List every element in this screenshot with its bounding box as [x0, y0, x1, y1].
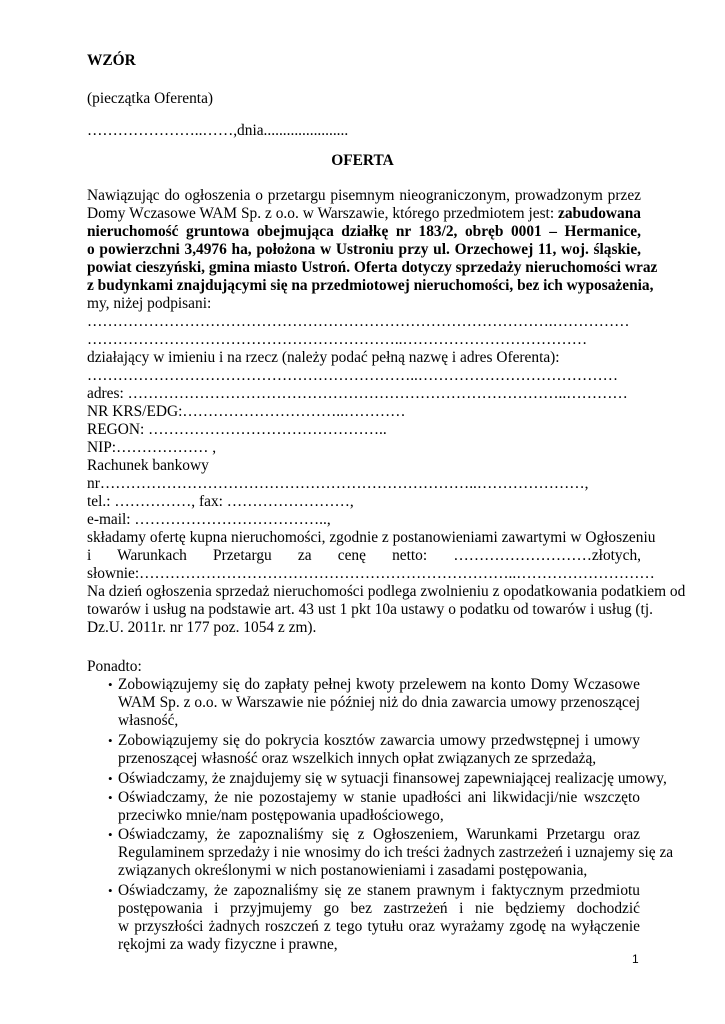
document-label: WZÓR — [87, 52, 136, 69]
bullet-4-line-1: Oświadczamy, że nie pozostajemy w stanie upadłości ani likwidacji/nie wszczęto — [118, 789, 640, 806]
bank-account-label: Rachunek bankowy — [87, 457, 209, 474]
bullet-icon: • — [108, 677, 113, 692]
bullet-2-line-1: Zobowiązujemy się do pokrycia kosztów zawarcia umowy przedwstępnej i umowy — [118, 732, 640, 749]
bullet-1-line-3: własność, — [118, 712, 179, 729]
intro-line-4: o powierzchni 3,4976 ha, położona w Ustroniu przy ul. Orzechowej 11, woj. śląskie, — [87, 241, 641, 258]
bullet-1-line-1: Zobowiązujemy się do zapłaty pełnej kwoty przelewem na konto Domy Wczasowe — [118, 676, 640, 693]
intro-line-7: my, niżej podpisani: — [87, 295, 212, 312]
bullet-5-line-2: Regulaminem sprzedaży i nie wnosimy do ich treści żadnych zastrzeżeń i uznajemy się za — [118, 844, 674, 861]
price-in-words-field: słownie:………………………………………………………………..……………………… — [87, 565, 655, 582]
vat-line-2: towarów i usług na podstawie art. 43 ust 1 pkt 10a ustawy o podatku od towarów i usług (tj. — [87, 601, 653, 618]
fill-line-name-1: ……………………………………………………………………………….…………… — [87, 313, 630, 330]
nip-field: NIP:……………… , — [87, 439, 217, 456]
krs-field: NR KRS/EDG:…………………………..………… — [87, 403, 406, 420]
intro-line-2: Domy Wczasowe WAM Sp. z o.o. w Warszawie, którego przedmiotem jest: zabudowana — [87, 205, 641, 222]
page-number: 1 — [632, 952, 639, 966]
bullet-icon: • — [108, 771, 113, 786]
bullet-5-line-3: związanych określonymi w nich postanowieniami i zasadami postępowania, — [118, 862, 588, 879]
bullet-2-line-2: przenoszącej własność oraz wszelkich innych opłat związanych ze sprzedażą, — [118, 750, 597, 767]
bullet-1-line-2: WAM Sp. z o.o. w Warszawie nie później niż do dnia zawarcia umowy przenoszącej — [118, 694, 640, 711]
bullet-5-line-1: Oświadczamy, że zapoznaliśmy się z Ogłoszeniem, Warunkami Przetargu oraz — [118, 826, 640, 843]
document-title: OFERTA — [331, 152, 394, 169]
bullet-6-line-2: postępowania i przyjmujemy go bez zastrzeżeń i nie będziemy dochodzić — [118, 900, 640, 917]
fill-line-name-3: ………………………………………………………..………………………………… — [87, 367, 618, 384]
bullet-4-line-2: przeciwko mnie/nam postępowania upadłościowego, — [118, 807, 444, 824]
bank-account-field: nr………………………………………………………………..…………………, — [87, 475, 589, 492]
bullet-6-line-4: rękojmi za wady fizyczne i prawne, — [118, 936, 338, 953]
intro-line-6: z budynkami znajdującymi się na przedmiotowej nieruchomości, bez ich wyposażenia, — [87, 277, 654, 294]
bullet-3-line-1: Oświadczamy, że znajdujemy się w sytuacji finansowej zapewniającej realizację umowy, — [118, 770, 667, 787]
fill-line-name-2: ……………………………………………………..……………………………… — [87, 331, 588, 348]
acting-on-behalf: działający w imieniu i na rzecz (należy podać pełną nazwę i adres Oferenta): — [87, 349, 560, 366]
intro-line-1: Nawiązując do ogłoszenia o przetargu pisemnym nieograniczonym, prowadzonym przez — [87, 187, 641, 204]
phone-fax-field: tel.: ……………, fax: ……………………, — [87, 493, 354, 510]
vat-line-1: Na dzień ogłoszenia sprzedaż nieruchomości podlega zwolnieniu z opodatkowania podatkiem od — [87, 583, 686, 600]
email-field: e-mail: ……………………………….., — [87, 511, 331, 528]
ponadto-heading: Ponadto: — [87, 658, 142, 675]
address-field: adres: …………………………………………………………………………..………… — [87, 385, 628, 402]
intro-line-5: powiat cieszyński, gmina miasto Ustroń. Oferta dotyczy sprzedaży nieruchomości wraz — [87, 259, 658, 276]
offer-line-1: składamy ofertę kupna nieruchomości, zgodnie z postanowieniami zawartymi w Ogłoszeniu — [87, 529, 656, 546]
bullet-icon: • — [108, 790, 113, 805]
bullet-6-line-3: w przyszłości żadnych roszczeń z tego tytułu oraz wyrażamy zgodę na wyłączenie — [118, 918, 640, 935]
bullet-6-line-1: Oświadczamy, że zapoznaliśmy się ze stanem prawnym i faktycznym przedmiotu — [118, 882, 640, 899]
vat-line-3: Dz.U. 2011r. nr 177 poz. 1054 z zm). — [87, 619, 317, 636]
offer-price-line: i Warunkach Przetargu za cenę netto: ………………………złotych, — [87, 547, 641, 564]
bullet-icon: • — [108, 827, 113, 842]
bullet-icon: • — [108, 883, 113, 898]
bullet-icon: • — [108, 733, 113, 748]
regon-field: REGON: ……………………………………….. — [87, 421, 387, 438]
intro-line-3: nieruchomość gruntowa obejmująca działkę nr 183/2, obręb 0001 – Hermanice, — [87, 223, 641, 240]
stamp-placeholder: (pieczątka Oferenta) — [87, 90, 214, 107]
date-line: …………………..……,dnia...................... — [87, 122, 349, 139]
